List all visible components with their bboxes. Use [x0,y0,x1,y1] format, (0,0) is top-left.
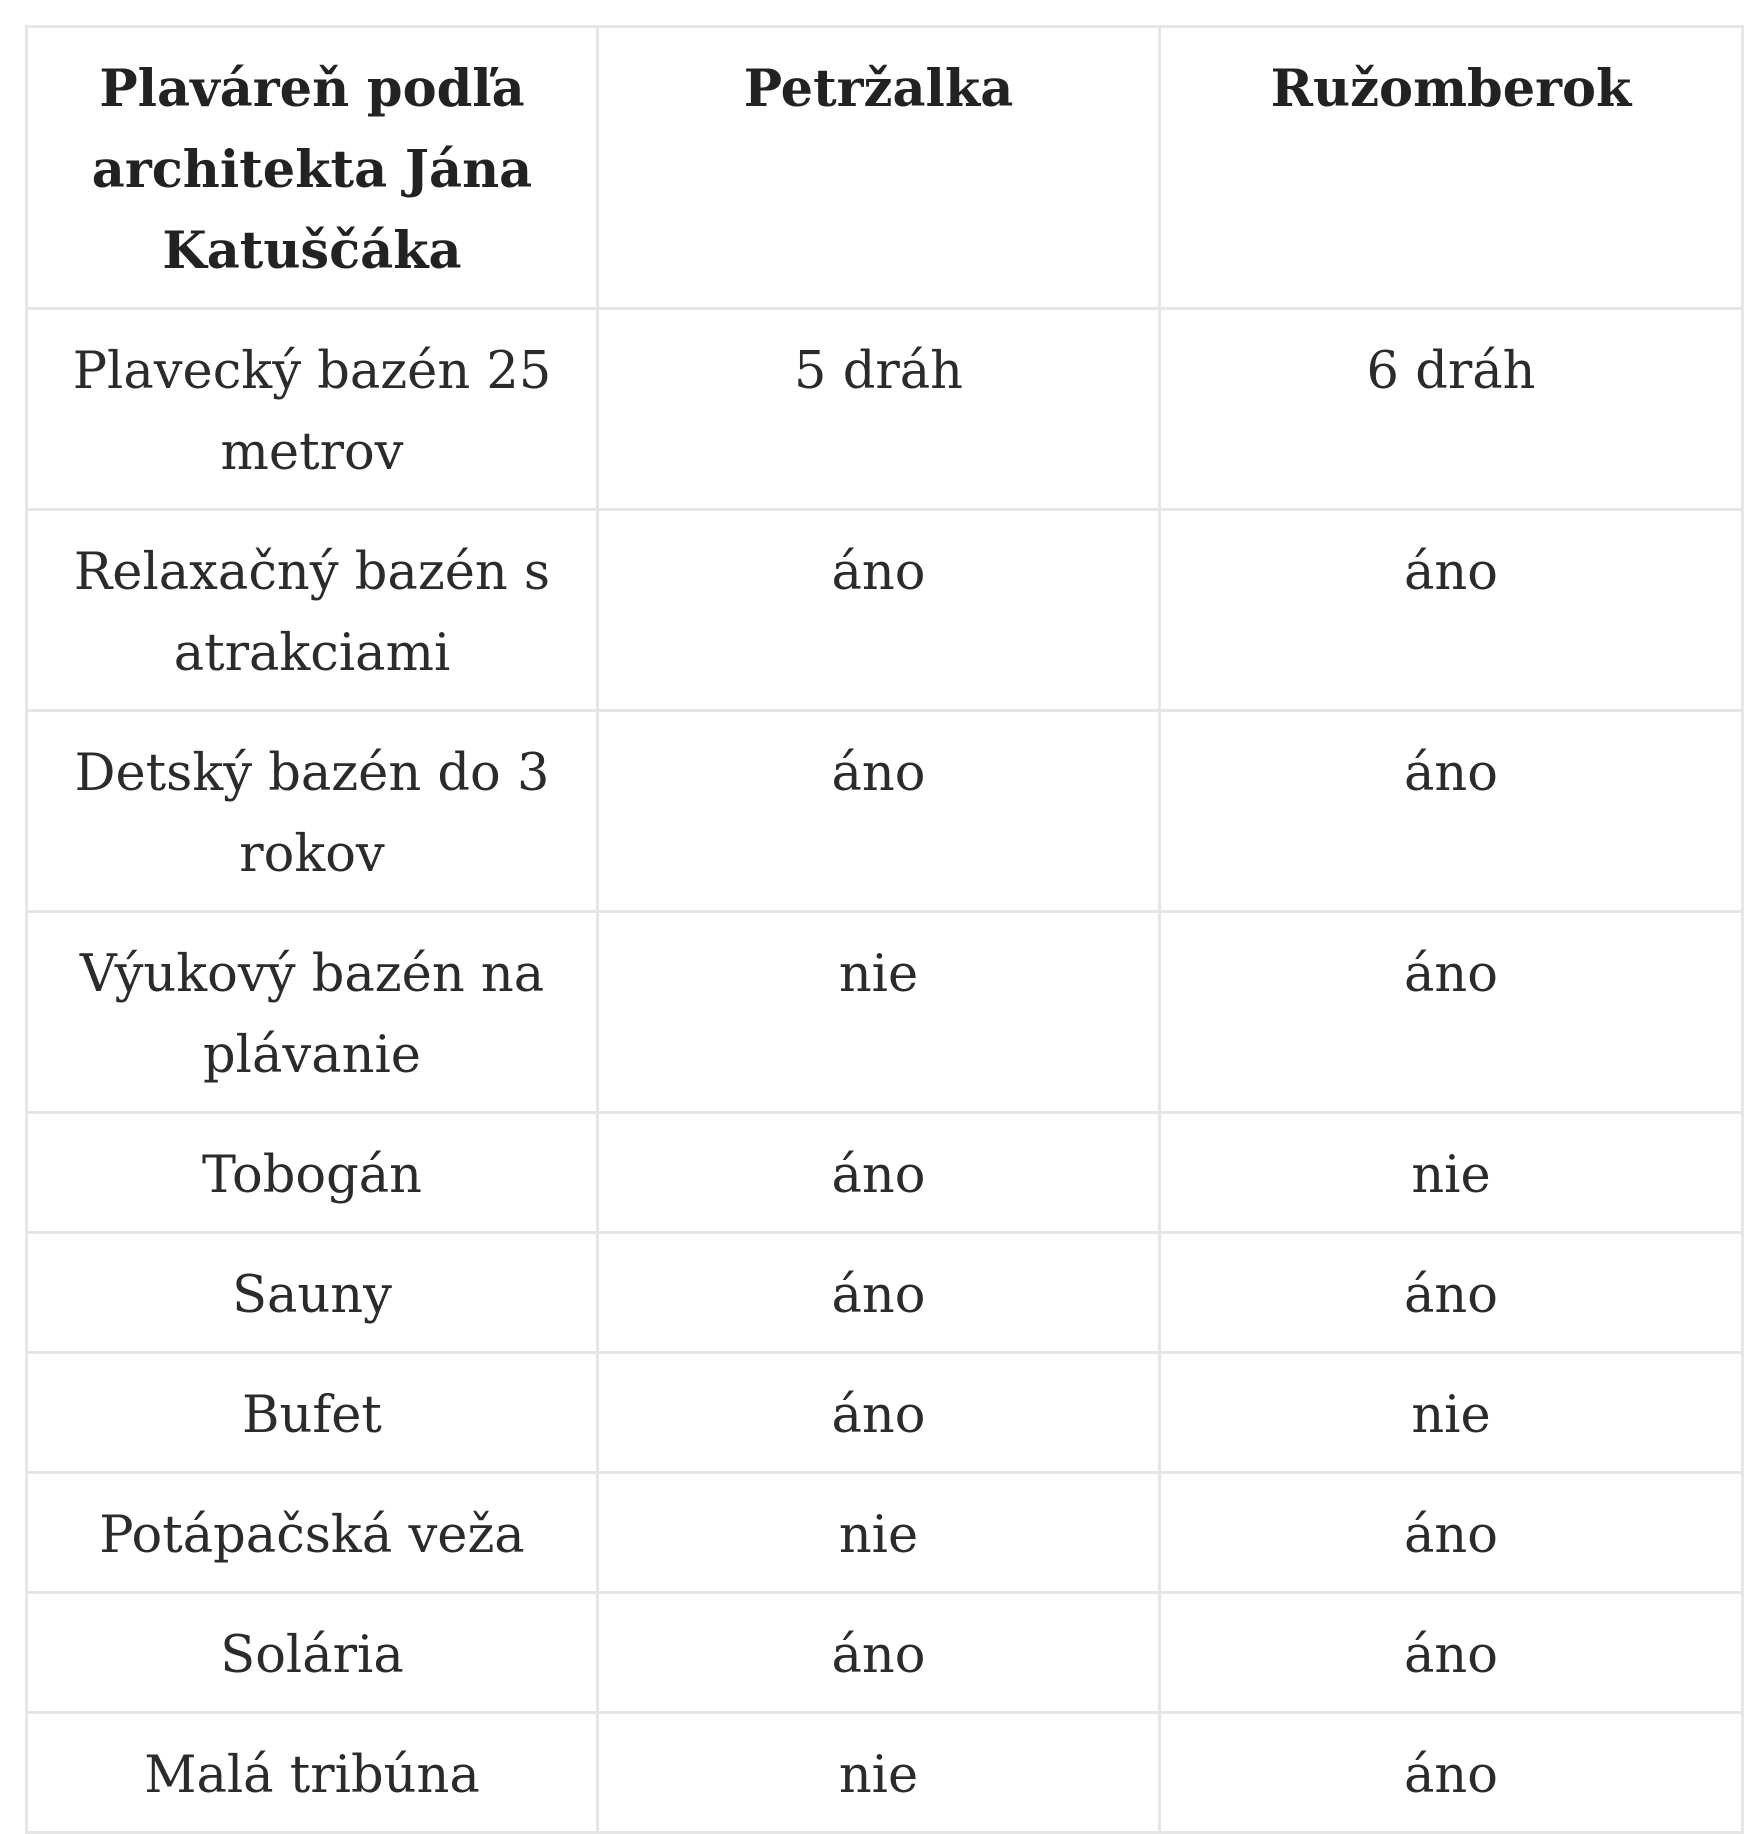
ruzomberok-cell: nie [1160,1113,1743,1233]
feature-cell: Solária [27,1593,598,1713]
petrzalka-cell: nie [598,912,1160,1113]
petrzalka-cell: áno [598,1353,1160,1473]
petrzalka-cell: 5 dráh [598,309,1160,510]
ruzomberok-cell: áno [1160,1233,1743,1353]
table-row [27,912,1743,1113]
table-row [27,1593,1743,1713]
ruzomberok-cell: áno [1160,1473,1743,1593]
ruzomberok-cell: nie [1160,1353,1743,1473]
feature-cell: Sauny [27,1233,598,1353]
header-cell-petrzalka: Petržalka [598,27,1160,309]
petrzalka-cell: áno [598,1593,1160,1713]
petrzalka-cell: áno [598,1233,1160,1353]
petrzalka-cell: áno [598,711,1160,912]
header-cell-ruzomberok: Ružomberok [1160,27,1743,309]
feature-cell: Detský bazén do 3 rokov [27,711,598,912]
table-row [27,1473,1743,1593]
table-row [27,1113,1743,1233]
table-row [27,711,1743,912]
table-row [27,309,1743,510]
comparison-table [25,25,1744,1834]
ruzomberok-cell: áno [1160,510,1743,711]
table-row [27,1233,1743,1353]
feature-cell: Relaxačný bazén s atrakciami [27,510,598,711]
ruzomberok-cell: áno [1160,1713,1743,1833]
petrzalka-cell: nie [598,1473,1160,1593]
table-row [27,1713,1743,1833]
petrzalka-cell: nie [598,1713,1160,1833]
feature-cell: Malá tribúna [27,1713,598,1833]
header-row [27,27,1743,309]
ruzomberok-cell: 6 dráh [1160,309,1743,510]
ruzomberok-cell: áno [1160,1593,1743,1713]
ruzomberok-cell: áno [1160,711,1743,912]
feature-cell: Výukový bazén na plávanie [27,912,598,1113]
petrzalka-cell: áno [598,510,1160,711]
feature-cell: Potápačská veža [27,1473,598,1593]
feature-cell: Bufet [27,1353,598,1473]
feature-cell: Tobogán [27,1113,598,1233]
feature-cell: Plavecký bazén 25 metrov [27,309,598,510]
ruzomberok-cell: áno [1160,912,1743,1113]
table-row [27,1353,1743,1473]
header-cell-pool: Plaváreň podľa architekta Jána Katuščáka [27,27,598,309]
petrzalka-cell: áno [598,1113,1160,1233]
table-row [27,510,1743,711]
